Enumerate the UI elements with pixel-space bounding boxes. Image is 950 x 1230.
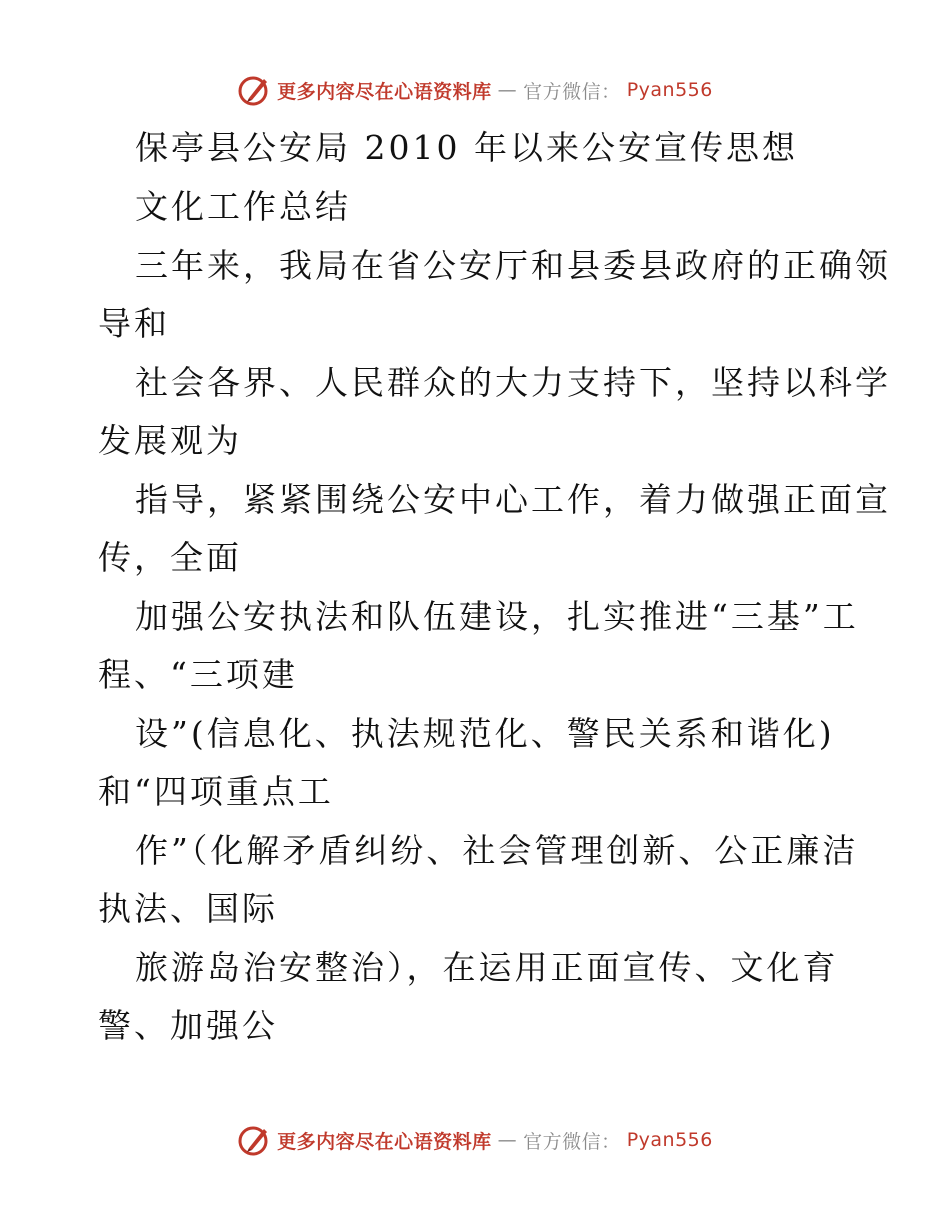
watermark-wechat-id: Pyan556: [626, 79, 713, 101]
paragraph-line: 作”（化解矛盾纠纷、社会管理创新、公正廉洁: [135, 831, 859, 870]
document-title-line-2: 文化工作总结: [135, 187, 351, 226]
paragraph-line: 执法、国际: [98, 889, 278, 928]
paragraph-line: 和“四项重点工: [98, 772, 334, 811]
watermark-wechat-label: 官方微信：: [523, 1130, 621, 1153]
watermark-dash: —: [497, 1129, 518, 1151]
paragraph-line: 警、加强公: [98, 1006, 278, 1045]
paragraph-line: 旅游岛治安整治），在运用正面宣传、文化育: [135, 948, 839, 987]
watermark-site-name: 更多内容尽在心语资料库: [277, 80, 492, 103]
footer-watermark: [0, 1120, 950, 1160]
watermark-dash: —: [497, 79, 518, 101]
watermark-wechat-label: 官方微信：: [523, 80, 621, 103]
paragraph-line: 传，全面: [98, 538, 242, 577]
watermark-site-name: 更多内容尽在心语资料库: [277, 1130, 492, 1153]
document-title-line-1: 保亭县公安局 2010 年以来公安宣传思想: [135, 128, 798, 167]
paragraph-line: 发展观为: [98, 421, 242, 460]
paragraph-line: 设”(信息化、执法规范化、警民关系和谐化): [135, 714, 835, 753]
paragraph-line: 社会各界、人民群众的大力支持下，坚持以科学: [135, 363, 891, 402]
paragraph-line: 导和: [98, 304, 170, 343]
paragraph-line: 程、“三项建: [98, 655, 298, 694]
quill-pen-logo-icon: [237, 73, 271, 107]
paragraph-line: 加强公安执法和队伍建设，扎实推进“三基”工: [135, 597, 859, 636]
quill-pen-logo-icon: [237, 1123, 271, 1157]
paragraph-line: 指导，紧紧围绕公安中心工作，着力做强正面宣: [135, 480, 891, 519]
watermark-wechat-id: Pyan556: [626, 1129, 713, 1151]
paragraph-line: 三年来，我局在省公安厅和县委县政府的正确领: [135, 246, 891, 285]
header-watermark: [0, 70, 950, 110]
